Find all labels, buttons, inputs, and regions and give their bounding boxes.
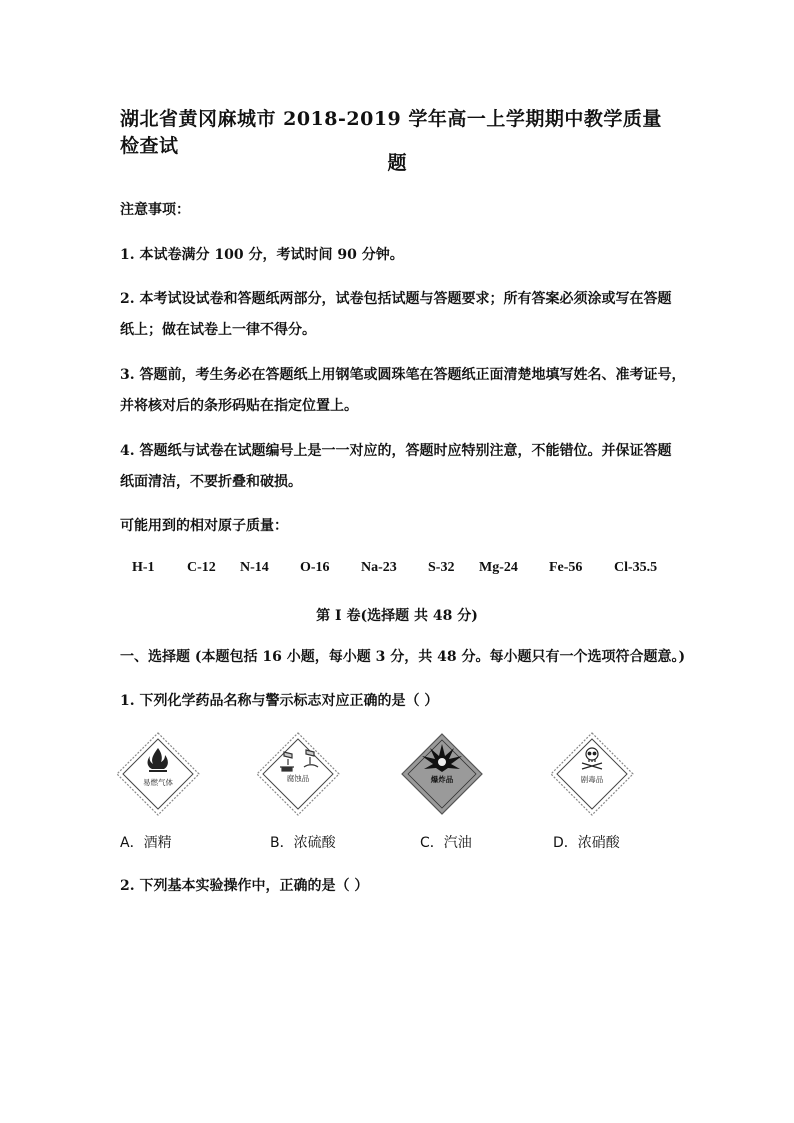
exam-title-continued: 题 [387,152,407,174]
section-title: 第 I 卷(选择题 共 48 分) [316,608,478,624]
toxic-sign [550,732,634,816]
corrosive-sign [256,732,340,816]
note-line: 纸面清洁，不要折叠和破损。 [120,474,302,490]
exam-title: 湖北省黄冈麻城市 2018-2019 学年高一上学期期中教学质量检查试 [120,108,662,157]
question-2-stem: 2. 下列基本实验操作中，正确的是（ ） [120,878,369,894]
flammable-gas-sign [116,732,200,816]
sign-label: 腐蚀品 [286,774,310,783]
note-line: 4. 答题纸与试卷在试题编号上是一一对应的，答题时应特别注意，不能错位。并保证答题 [120,443,672,459]
part-heading: 一、选择题 (本题包括 16 小题，每小题 3 分，共 48 分。每小题只有一个选项符合题意。) [120,649,686,665]
atomic-mass: Na-23 [361,560,397,575]
atomic-mass: Cl-35.5 [614,560,658,575]
atomic-mass: C-12 [187,560,216,575]
note-line: 1. 本试卷满分 100 分，考试时间 90 分钟。 [120,247,404,263]
notes-heading: 注意事项： [120,202,190,218]
note-line: 2. 本考试设试卷和答题纸两部分，试卷包括试题与答题要求；所有答案必须涂或写在答题 [120,291,672,307]
atomic-mass: N-14 [240,560,269,575]
atomic-mass: S-32 [428,560,455,575]
sign-label: 剧毒品 [580,775,604,784]
explosive-sign [400,732,484,816]
option-a[interactable]: A．酒精 [120,835,172,851]
option-d[interactable]: D．浓硝酸 [553,835,620,851]
sign-label: 易燃气体 [143,778,173,787]
option-c[interactable]: C．汽油 [420,835,472,851]
note-line: 并将核对后的条形码贴在指定位置上。 [120,398,358,414]
atomic-mass: O-16 [300,560,330,575]
question-1-stem: 1. 下列化学药品名称与警示标志对应正确的是（ ） [120,693,439,709]
atomic-mass: Fe-56 [549,560,583,575]
atomic-mass: H-1 [132,560,155,575]
sign-label: 爆炸品 [430,775,454,784]
atomic-mass-heading: 可能用到的相对原子质量： [120,518,288,534]
atomic-mass: Mg-24 [479,560,518,575]
option-b[interactable]: B．浓硫酸 [270,835,336,851]
note-line: 纸上；做在试卷上一律不得分。 [120,322,316,338]
note-line: 3. 答题前，考生务必在答题纸上用钢笔或圆珠笔在答题纸正面清楚地填写姓名、准考证号， [120,367,686,383]
